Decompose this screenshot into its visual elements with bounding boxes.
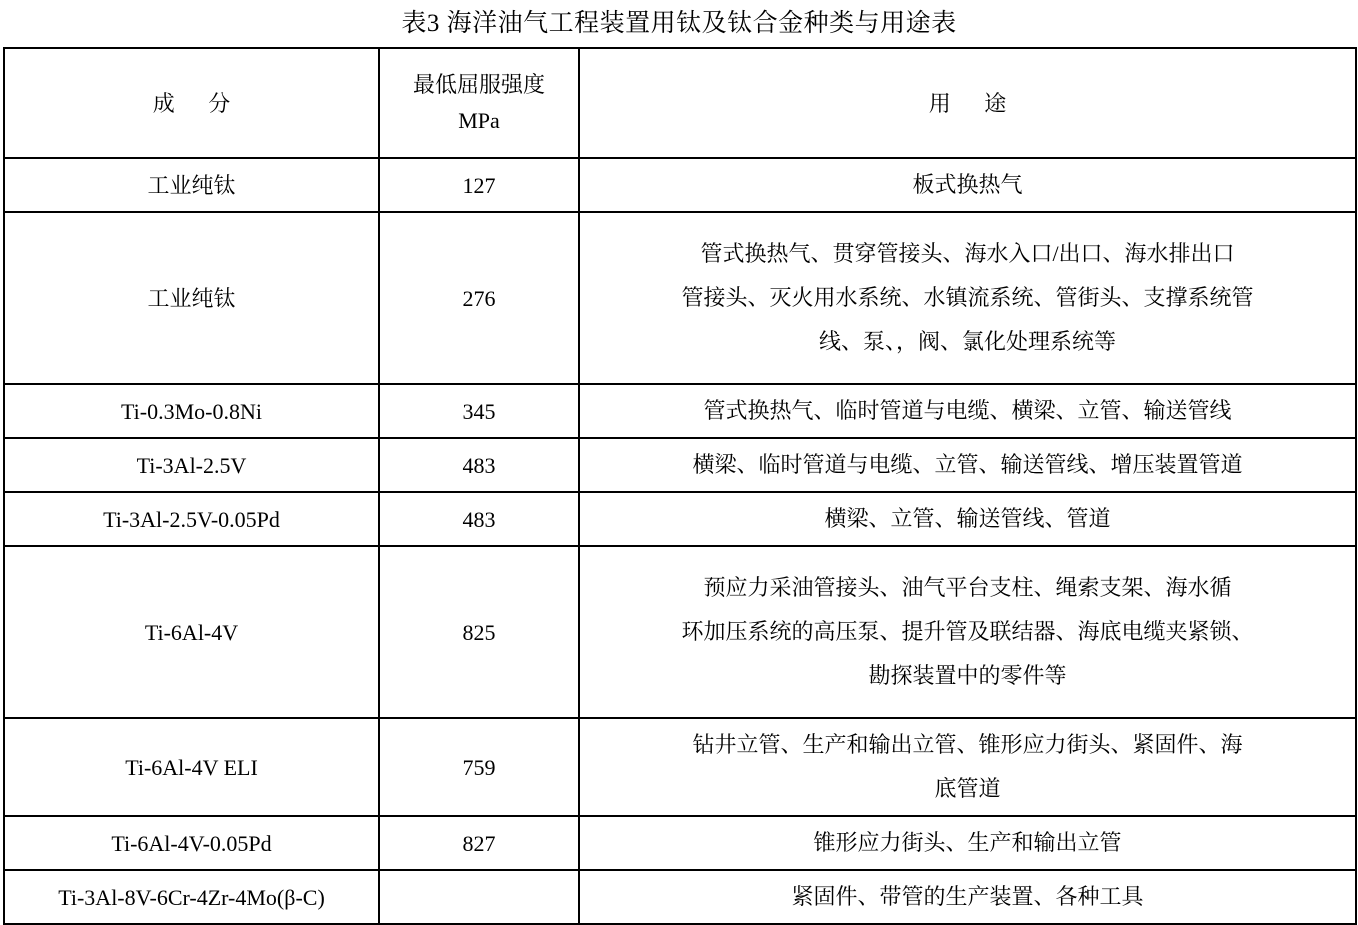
header-usage-label: 用 途 (928, 90, 1021, 116)
cell-usage (579, 212, 1356, 384)
cell-usage (579, 870, 1356, 924)
table-row (4, 438, 1356, 492)
table-row (4, 212, 1356, 384)
usage-line: 横梁、临时管道与电缆、立管、输送管线、增压装置管道 (692, 452, 1243, 477)
table-row (4, 492, 1356, 546)
usage-line: 管接头、灭火用水系统、水镇流系统、管街头、支撑系统管 (681, 285, 1254, 310)
cell-usage (579, 438, 1356, 492)
cell-strength: 483 (379, 492, 579, 546)
table-row (4, 384, 1356, 438)
cell-composition: Ti-6Al-4V (4, 546, 379, 718)
cell-composition: Ti-0.3Mo-0.8Ni (4, 384, 379, 438)
usage-line: 管式换热气、临时管道与电缆、横梁、立管、输送管线 (703, 398, 1232, 423)
table-row (4, 158, 1356, 212)
cell-strength: 483 (379, 438, 579, 492)
header-strength (379, 48, 579, 158)
usage-line: 底管道 (934, 776, 1001, 801)
cell-strength: 276 (379, 212, 579, 384)
usage-line: 线、泵、，阀、氯化处理系统等 (818, 329, 1116, 354)
cell-composition: Ti-3Al-8V-6Cr-4Zr-4Mo(β-C) (4, 870, 379, 924)
cell-composition: Ti-3Al-2.5V (4, 438, 379, 492)
usage-line: 钻井立管、生产和输出立管、锥形应力街头、紧固件、海 (692, 732, 1243, 757)
usage-line: 预应力采油管接头、油气平台支柱、绳索支架、海水循 (703, 575, 1232, 600)
table-row (4, 718, 1356, 816)
usage-line: 锥形应力街头、生产和输出立管 (813, 830, 1122, 855)
table-row (4, 816, 1356, 870)
cell-composition: Ti-6Al-4V ELI (4, 718, 379, 816)
usage-line: 紧固件、带管的生产装置、各种工具 (791, 884, 1144, 909)
cell-composition: 工业纯钛 (4, 158, 379, 212)
header-composition-label: 成 分 (152, 90, 245, 116)
cell-strength (379, 870, 579, 924)
usage-line: 环加压系统的高压泵、提升管及联结器、海底电缆夹紧锁、 (681, 619, 1254, 644)
cell-composition: 工业纯钛 (4, 212, 379, 384)
cell-strength: 759 (379, 718, 579, 816)
header-composition (4, 48, 379, 158)
cell-usage (579, 546, 1356, 718)
cell-usage (579, 718, 1356, 816)
cell-usage (579, 816, 1356, 870)
header-strength-line2: MPa (458, 108, 500, 133)
cell-composition: Ti-3Al-2.5V-0.05Pd (4, 492, 379, 546)
usage-line: 横梁、立管、输送管线、管道 (824, 506, 1111, 531)
cell-usage (579, 492, 1356, 546)
cell-usage (579, 384, 1356, 438)
usage-line: 板式换热气 (912, 172, 1023, 197)
table-row (4, 546, 1356, 718)
cell-usage (579, 158, 1356, 212)
cell-strength: 345 (379, 384, 579, 438)
header-usage (579, 48, 1356, 158)
cell-strength: 127 (379, 158, 579, 212)
usage-line: 管式换热气、贯穿管接头、海水入口/出口、海水排出口 (700, 241, 1235, 266)
header-strength-line1: 最低屈服强度 (412, 72, 545, 97)
table-header-row (4, 48, 1356, 158)
page-title: 表3 海洋油气工程装置用钛及钛合金种类与用途表 (401, 10, 957, 37)
cell-strength: 825 (379, 546, 579, 718)
cell-strength: 827 (379, 816, 579, 870)
titanium-alloy-table (3, 47, 1357, 925)
table-row (4, 870, 1356, 924)
cell-composition: Ti-6Al-4V-0.05Pd (4, 816, 379, 870)
usage-line: 勘探装置中的零件等 (868, 663, 1067, 688)
